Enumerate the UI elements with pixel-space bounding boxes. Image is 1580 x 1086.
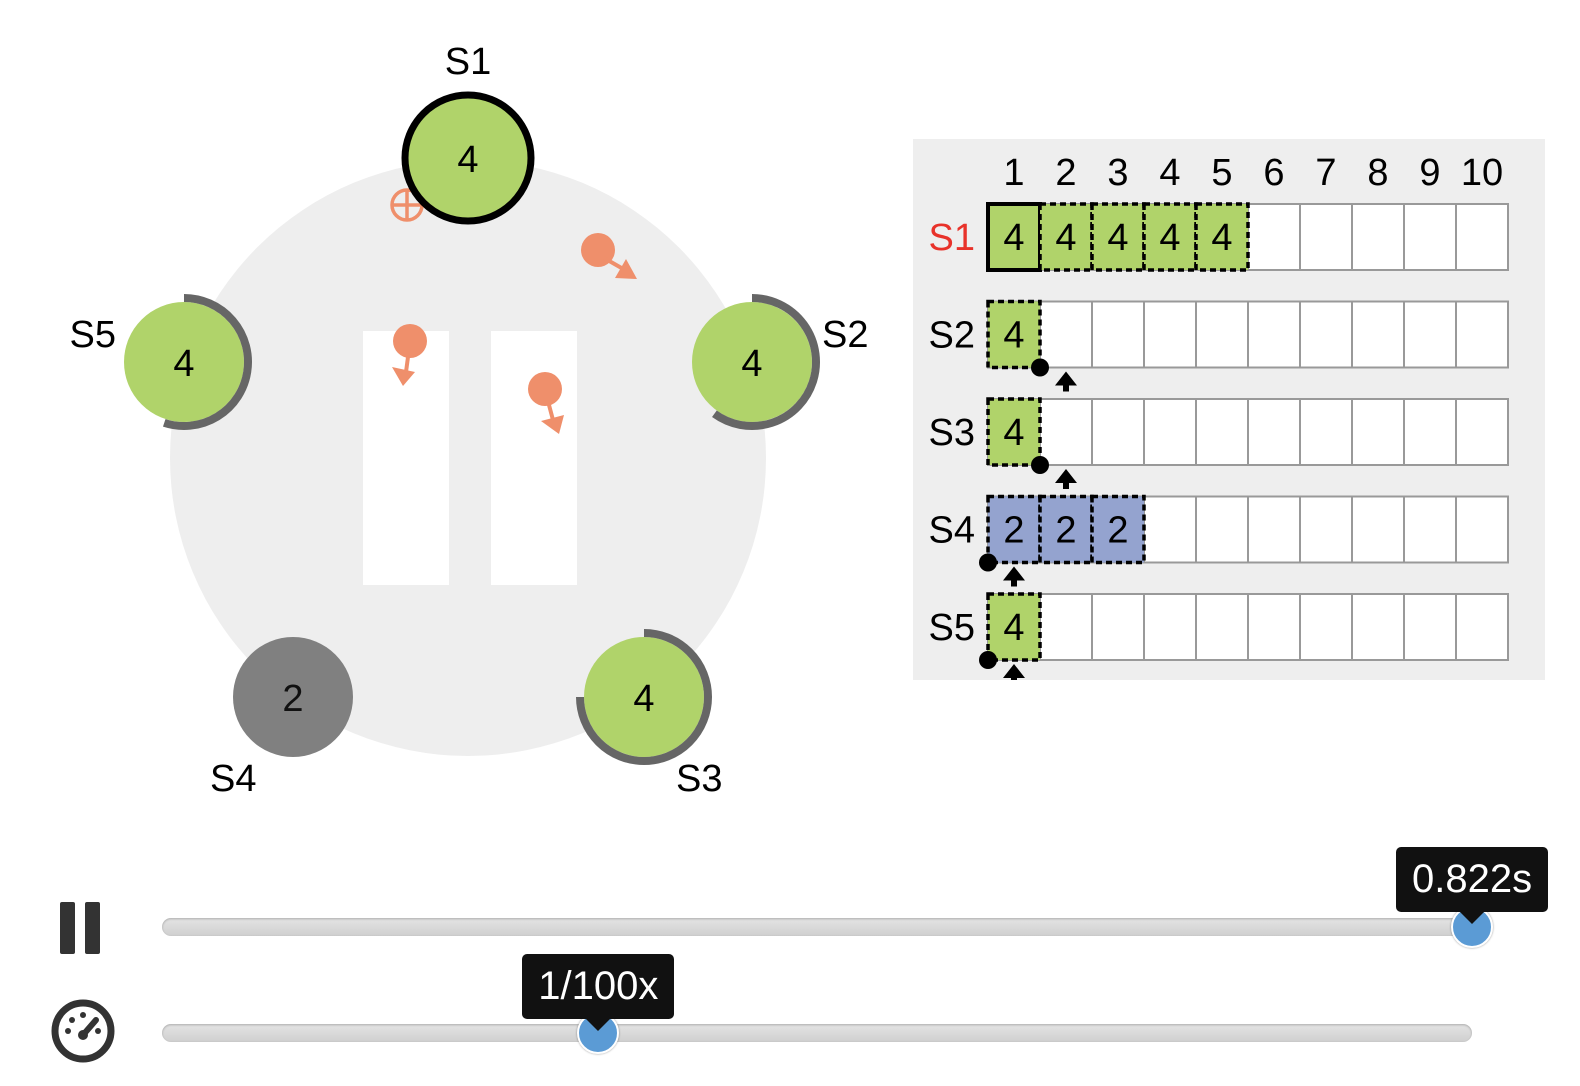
log-slot	[1456, 204, 1508, 270]
server-label: S2	[822, 314, 869, 356]
server-term: 4	[173, 343, 195, 385]
log-slot	[1300, 399, 1352, 465]
cluster-ring	[0, 0, 900, 820]
log-slot	[1300, 204, 1352, 270]
log-index-6: 6	[1263, 152, 1285, 194]
log-entry-term: 4	[1211, 217, 1233, 259]
log-slot	[1248, 594, 1300, 660]
next-index-arrow-stem	[1063, 384, 1069, 392]
server-term: 4	[633, 678, 655, 720]
log-slot	[1092, 399, 1144, 465]
match-index-marker	[979, 554, 997, 572]
log-row-s4	[929, 497, 1508, 587]
log-index-7: 7	[1315, 152, 1337, 194]
log-entry-term: 2	[1107, 509, 1129, 552]
log-entry-term: 2	[1003, 509, 1025, 552]
log-slot	[1300, 594, 1352, 660]
log-slot	[1300, 497, 1352, 563]
speedometer-icon[interactable]	[50, 998, 116, 1064]
log-row-label: S2	[928, 314, 975, 357]
log-slot	[1144, 399, 1196, 465]
match-index-marker	[1031, 359, 1049, 377]
log-slot	[1404, 302, 1456, 368]
speed-label: 1/100x	[538, 964, 659, 1008]
time-label: 0.822s	[1412, 857, 1533, 901]
log-slot	[1352, 399, 1404, 465]
log-slot	[1456, 594, 1508, 660]
log-entry-term: 4	[1159, 217, 1181, 259]
log-index-4: 4	[1159, 152, 1181, 194]
log-slot	[1404, 204, 1456, 270]
time-tooltip	[1396, 847, 1548, 912]
log-slot	[1144, 302, 1196, 368]
log-slot	[1196, 302, 1248, 368]
log-slot	[1404, 399, 1456, 465]
log-row-label: S4	[928, 509, 975, 552]
pause-button[interactable]	[60, 902, 102, 954]
next-index-arrow	[1003, 567, 1025, 581]
log-slot	[1196, 497, 1248, 563]
log-slot	[1404, 594, 1456, 660]
next-index-arrow	[1055, 372, 1077, 386]
log-slot	[1040, 302, 1092, 368]
server-label: S3	[676, 758, 723, 800]
pause-icon	[60, 902, 102, 954]
log-entry-term: 4	[1003, 314, 1025, 357]
log-index-9: 9	[1419, 152, 1441, 194]
log-slot	[1248, 204, 1300, 270]
next-index-arrow-stem	[1063, 481, 1069, 489]
next-index-arrow-stem	[1011, 676, 1017, 680]
server-term: 4	[457, 139, 479, 181]
next-index-arrow-stem	[1011, 579, 1017, 587]
log-slot	[1196, 594, 1248, 660]
log-slot	[1248, 302, 1300, 368]
server-term: 4	[741, 343, 763, 385]
log-row-label: S3	[928, 412, 975, 454]
log-slot	[1040, 594, 1092, 660]
log-index-3: 3	[1107, 152, 1129, 194]
log-entry-term: 4	[1003, 607, 1025, 649]
log-slot	[1352, 302, 1404, 368]
server-label: S4	[210, 758, 257, 800]
log-slot	[1248, 399, 1300, 465]
log-slot	[1092, 302, 1144, 368]
next-index-arrow	[1003, 664, 1025, 678]
log-index-5: 5	[1211, 152, 1233, 194]
speed-tooltip	[522, 954, 674, 1019]
log-row-label: S5	[928, 607, 975, 649]
server-label: S1	[444, 41, 492, 83]
log-index-8: 8	[1367, 152, 1389, 194]
log-entry-term: 4	[1055, 217, 1077, 259]
log-index-10: 10	[1460, 152, 1504, 194]
log-row-s5	[929, 594, 1508, 680]
server-node-s4[interactable]	[210, 637, 353, 800]
log-row-s3	[929, 399, 1508, 489]
log-slot	[1404, 497, 1456, 563]
server-node-s2[interactable]	[692, 298, 868, 426]
log-slot	[1144, 497, 1196, 563]
log-entry-term: 4	[1003, 412, 1025, 454]
log-slot	[1196, 399, 1248, 465]
log-slot	[1092, 594, 1144, 660]
server-term: 2	[282, 678, 304, 720]
time-slider[interactable]	[162, 918, 1472, 936]
match-index-marker	[979, 651, 997, 669]
log-entry-term: 4	[1003, 217, 1025, 259]
log-row-s1	[929, 204, 1508, 270]
log-entry-term: 2	[1055, 509, 1077, 552]
server-label: S5	[69, 314, 116, 356]
log-index-1: 1	[1003, 152, 1025, 194]
log-slot	[1456, 497, 1508, 563]
pause-overlay-right-bar	[491, 331, 577, 585]
log-slot	[1300, 302, 1352, 368]
log-row-label: S1	[928, 217, 975, 259]
log-slot	[1456, 399, 1508, 465]
log-index-2: 2	[1055, 152, 1077, 194]
log-entry-term: 4	[1107, 217, 1129, 259]
log-slot	[1352, 497, 1404, 563]
log-grid	[913, 139, 1545, 680]
speed-slider[interactable]	[162, 1024, 1472, 1042]
next-index-arrow	[1055, 469, 1077, 483]
server-node-s5[interactable]	[70, 298, 248, 426]
log-slot	[1352, 204, 1404, 270]
log-row-s2	[929, 302, 1508, 392]
server-node-s1[interactable]	[405, 41, 531, 221]
match-index-marker	[1031, 456, 1049, 474]
log-slot	[1248, 497, 1300, 563]
log-slot	[1040, 399, 1092, 465]
log-slot	[1456, 302, 1508, 368]
server-node-s3[interactable]	[580, 633, 722, 800]
log-slot	[1352, 594, 1404, 660]
log-slot	[1144, 594, 1196, 660]
log-panel	[913, 139, 1545, 680]
